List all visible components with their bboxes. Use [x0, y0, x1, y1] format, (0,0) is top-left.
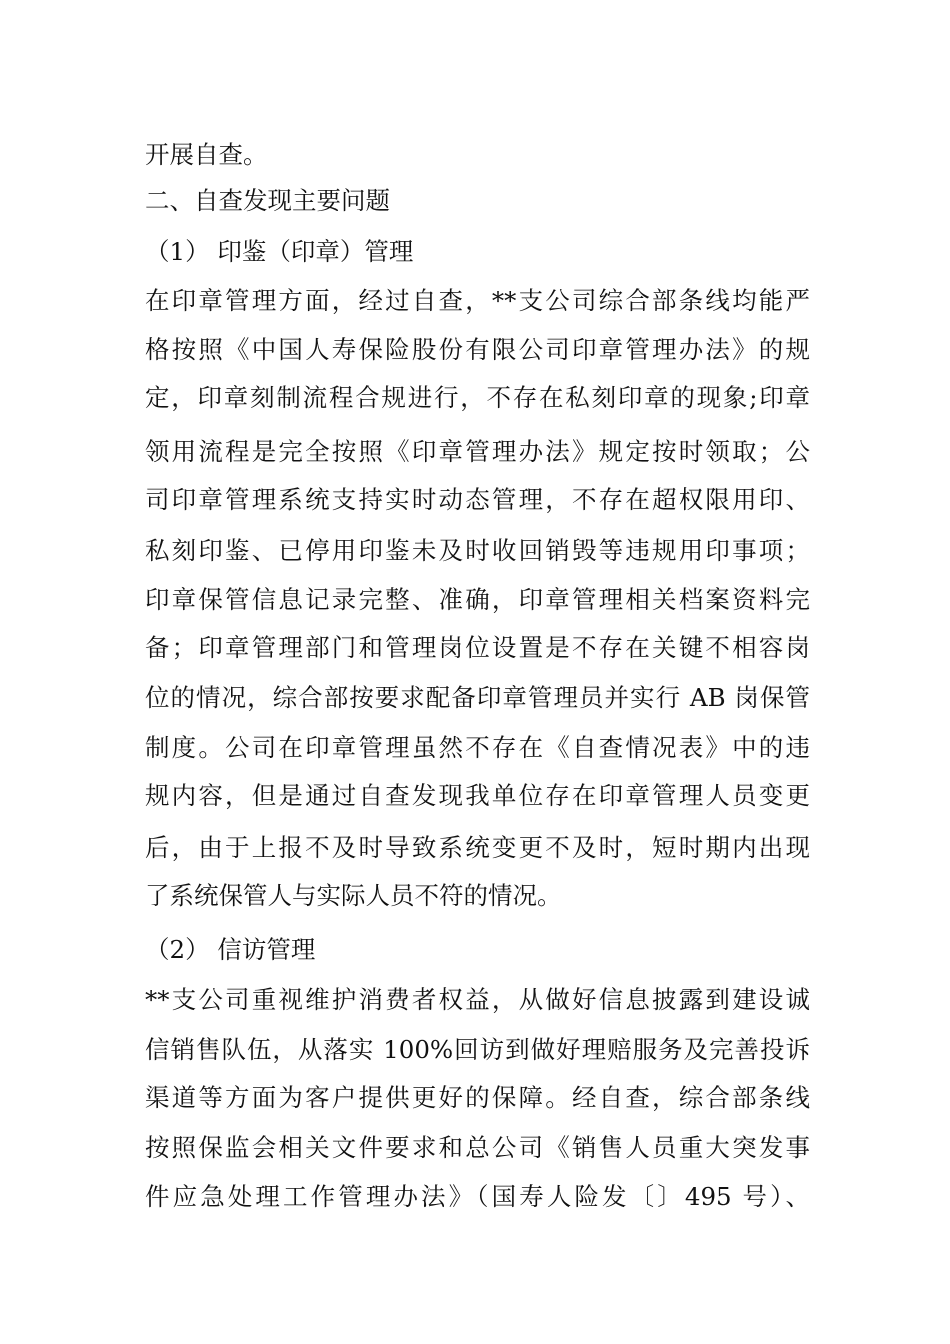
text-line: 领用流程是完全按照《印章管理办法》规定按时领取；公 [145, 437, 810, 466]
text-line: 件应急处理工作管理办法》（国寿人险发〔〕495 号）、 [145, 1182, 810, 1211]
text-line: 开展自查。 [145, 140, 268, 169]
text-line: 备；印章管理部门和管理岗位设置是不存在关键不相容岗 [145, 633, 810, 662]
text-line: 位的情况，综合部按要求配备印章管理员并实行 AB 岗保管 [145, 683, 810, 712]
text-line: 印章保管信息记录完整、准确，印章管理相关档案资料完 [145, 585, 810, 614]
text-line: 格按照《中国人寿保险股份有限公司印章管理办法》的规 [145, 335, 810, 364]
text-line: 信销售队伍，从落实 100%回访到做好理赔服务及完善投诉 [145, 1035, 810, 1064]
text-line: 司印章管理系统支持实时动态管理，不存在超权限用印、 [145, 485, 810, 514]
section-heading: 二、自查发现主要问题 [145, 186, 390, 215]
text-line: 规内容，但是通过自查发现我单位存在印章管理人员变更 [145, 781, 810, 810]
text-line: 私刻印鉴、已停用印鉴未及时收回销毁等违规用印事项； [145, 536, 810, 565]
text-line: 在印章管理方面，经过自查，**支公司综合部条线均能严 [145, 286, 810, 315]
text-line: 了系统保管人与实际人员不符的情况。 [145, 881, 562, 910]
subsection-heading: （2） 信访管理 [145, 935, 316, 964]
subsection-heading: （1） 印鉴（印章）管理 [145, 237, 414, 266]
text-line: **支公司重视维护消费者权益，从做好信息披露到建设诚 [145, 985, 810, 1014]
text-line: 定，印章刻制流程合规进行，不存在私刻印章的现象;印章 [145, 383, 810, 412]
text-line: 后，由于上报不及时导致系统变更不及时，短时期内出现 [145, 833, 810, 862]
text-line: 制度。公司在印章管理虽然不存在《自查情况表》中的违 [145, 733, 810, 762]
text-line: 按照保监会相关文件要求和总公司《销售人员重大突发事 [145, 1133, 810, 1162]
text-line: 渠道等方面为客户提供更好的保障。经自查，综合部条线 [145, 1083, 810, 1112]
